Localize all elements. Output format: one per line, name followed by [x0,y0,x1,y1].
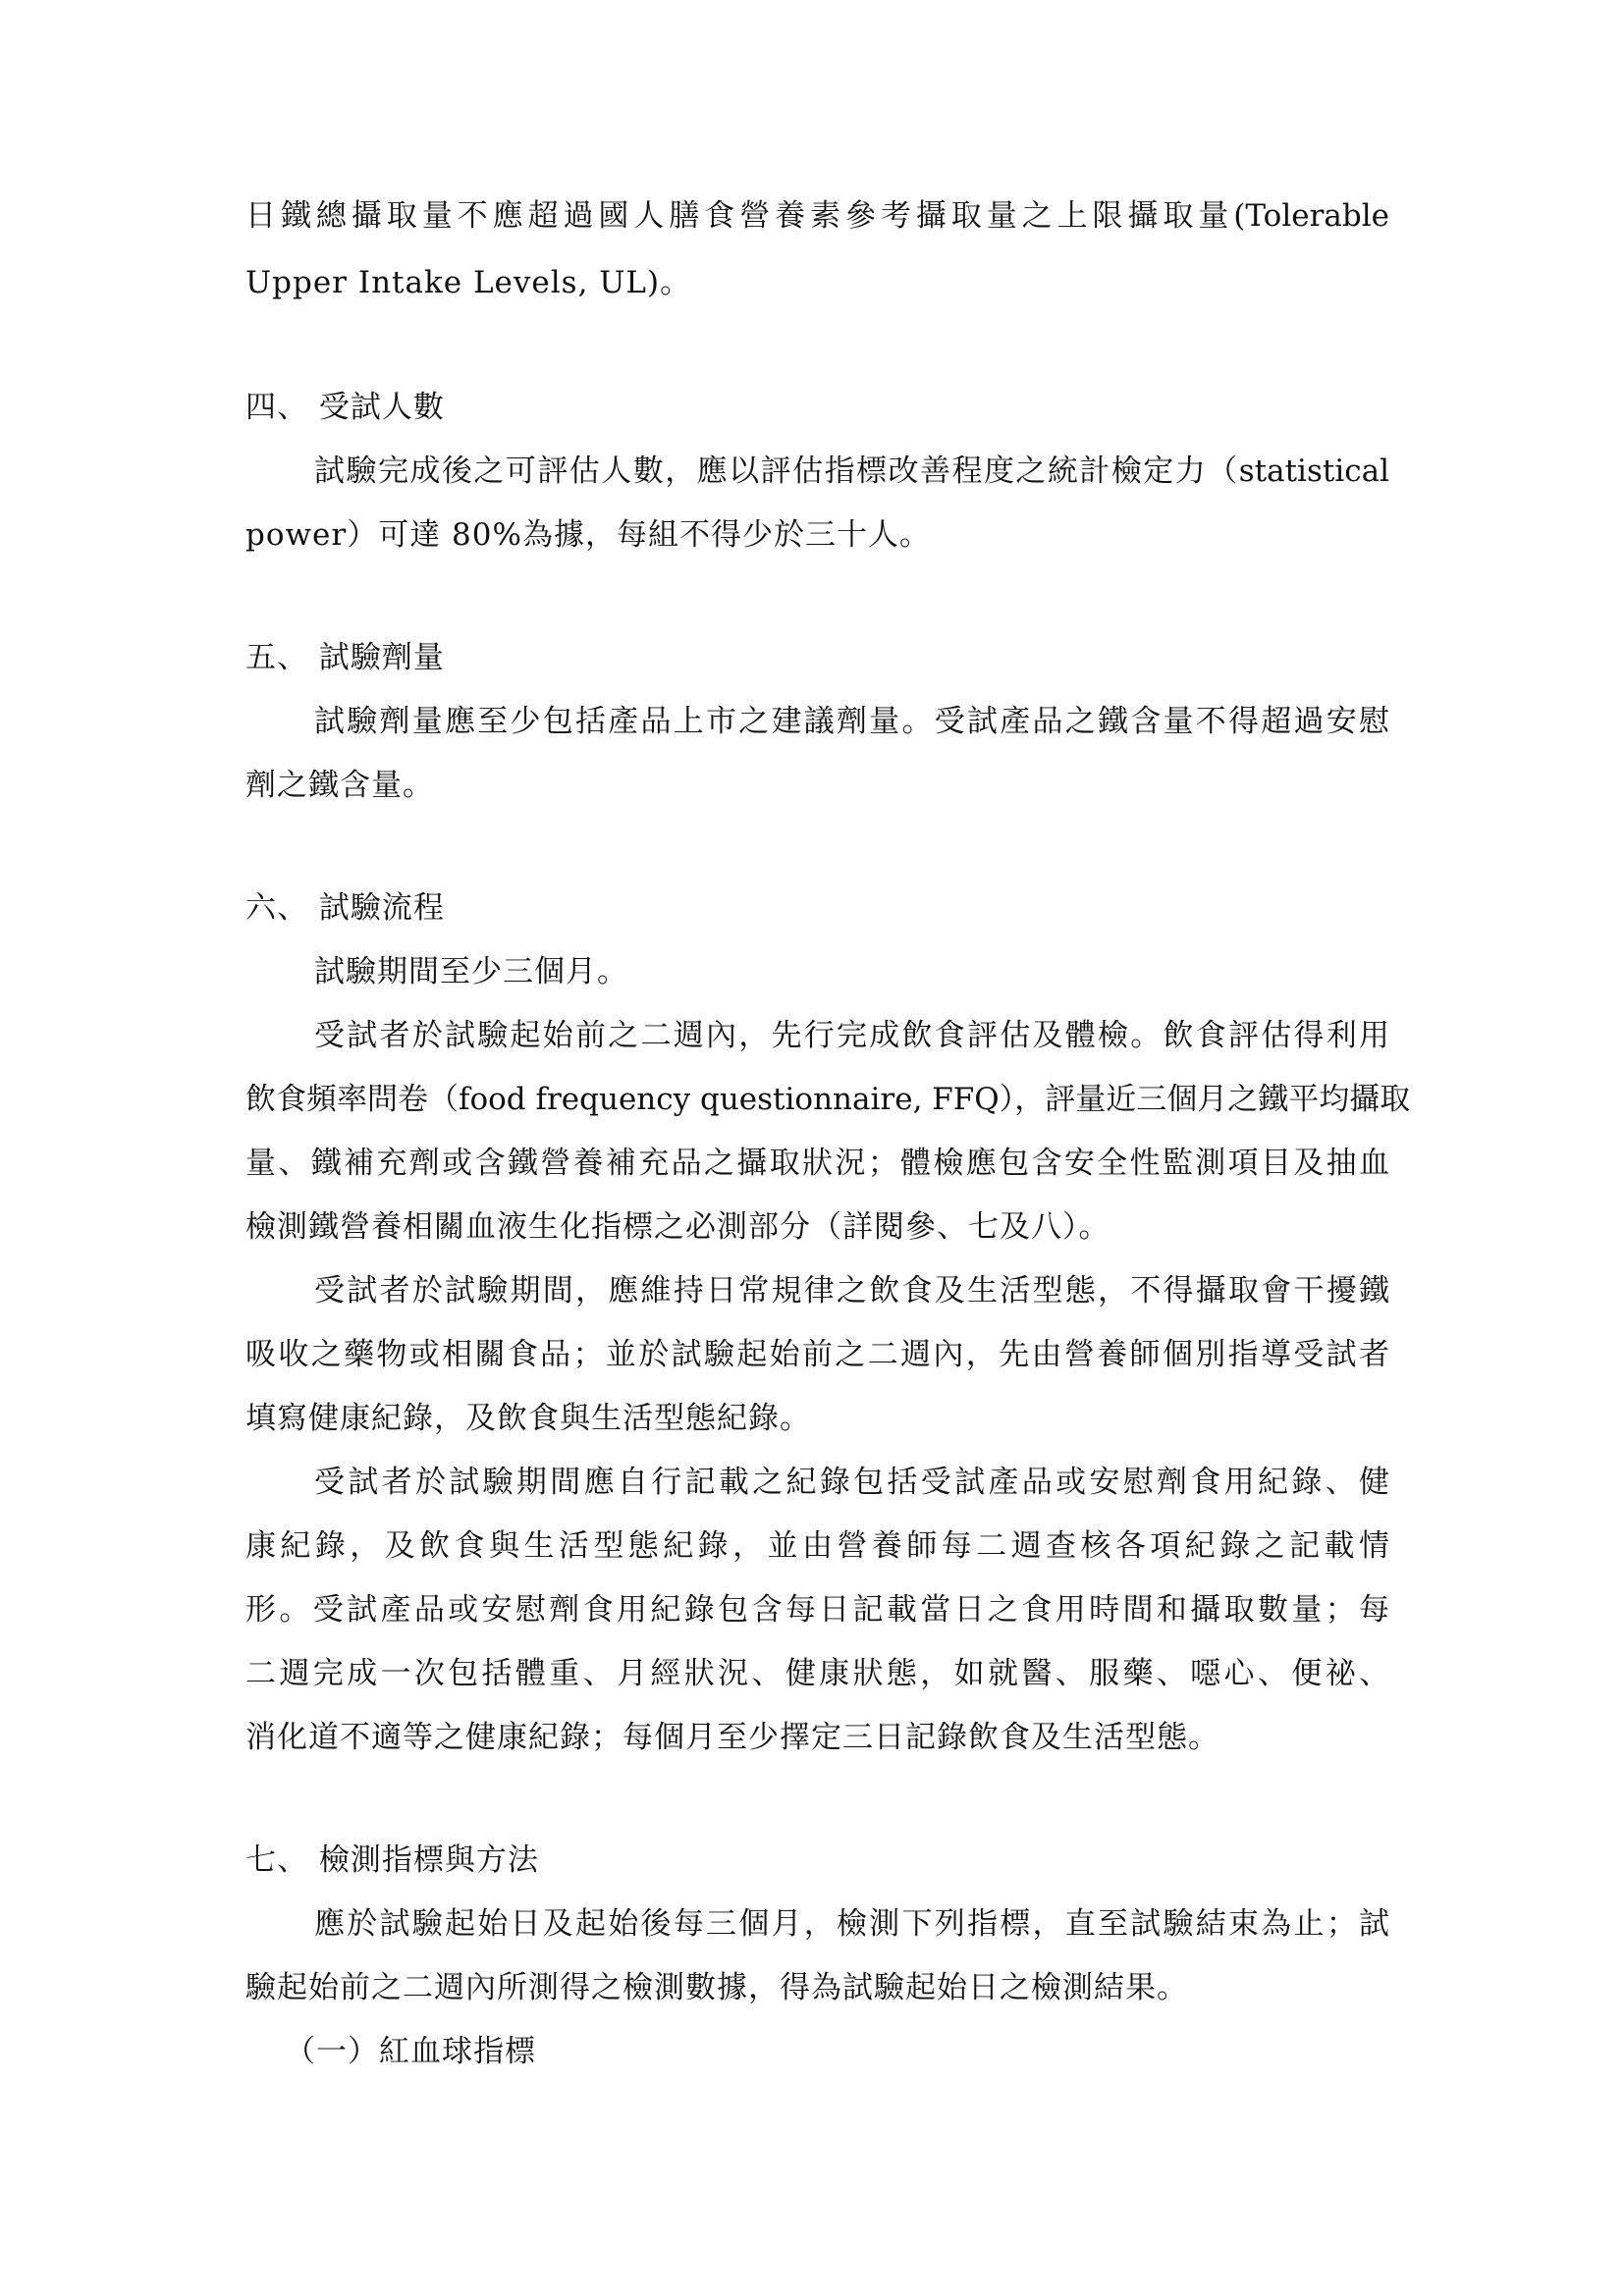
section-6-p3-line-1: 受試者於試驗期間，應維持日常規律之飲食及生活型態，不得攝取會干擾鐵 [314,1273,1389,1308]
section-6-p2-line-4: 檢測鐵營養相關血液生化指標之必測部分（詳閱參、七及八）。 [245,1209,1110,1245]
section-6-paragraph-1: 試驗期間至少三個月。 [314,954,628,989]
section-6-p4-line-4: 二週完成一次包括體重、月經狀況、健康狀態，如就醫、服藥、噁心、便祕、 [245,1656,1389,1691]
section-6-p2-line-2: 飲食頻率問卷（food frequency questionnaire, FFQ），評量近三個月之鐵平均攝取 [245,1082,1411,1117]
section-6-p3-line-3: 填寫健康紀錄，及飲食與生活型態紀錄。 [245,1401,811,1436]
section-6-p4-line-2: 康紀錄，及飲食與生活型態紀錄，並由營養師每二週查核各項紀錄之記載情 [245,1528,1389,1564]
section-5-heading: 五、 試驗劑量 [245,640,445,675]
section-5-line-1: 試驗劑量應至少包括產品上市之建議劑量。受試產品之鐵含量不得超過安慰 [314,704,1389,739]
section-5-line-2: 劑之鐵含量。 [245,768,434,803]
section-6-p2-line-3: 量、鐵補充劑或含鐵營養補充品之攝取狀況；體檢應包含安全性監測項目及抽血 [245,1146,1389,1181]
intro-line-1: 日鐵總攝取量不應超過國人膳食營養素參考攝取量之上限攝取量(Tolerable [245,198,1389,234]
section-6-p4-line-3: 形。受試產品或安慰劑食用紀錄包含每日記載當日之食用時間和攝取數量；每 [245,1592,1389,1628]
section-7-line-1: 應於試驗起始日及起始後每三個月，檢測下列指標，直至試驗結束為止；試 [314,1906,1389,1942]
section-6-p4-line-5: 消化道不適等之健康紀錄；每個月至少擇定三日記錄飲食及生活型態。 [245,1720,1219,1755]
intro-line-2: Upper Intake Levels, UL)。 [245,265,692,300]
section-6-p2-line-1: 受試者於試驗起始前之二週內，先行完成飲食評估及體檢。飲食評估得利用 [314,1018,1389,1053]
section-7-subheading-1: （一）紅血球指標 [285,2034,536,2069]
section-4-heading: 四、 受試人數 [245,390,445,425]
section-7-line-2: 驗起始前之二週內所測得之檢測數據，得為試驗起始日之檢測結果。 [245,1970,1188,2005]
section-6-heading: 六、 試驗流程 [245,890,445,926]
section-6-p4-line-1: 受試者於試驗期間應自行記載之紀錄包括受試產品或安慰劑食用紀錄、健 [314,1465,1389,1500]
section-4-line-2: power）可達 80%為據，每組不得少於三十人。 [245,517,931,553]
section-7-heading: 七、 檢測指標與方法 [245,1842,539,1878]
section-4-line-1: 試驗完成後之可評估人數，應以評估指標改善程度之統計檢定力（statistical [314,454,1389,489]
section-6-p3-line-2: 吸收之藥物或相關食品；並於試驗起始前之二週內，先由營養師個別指導受試者 [245,1337,1389,1372]
